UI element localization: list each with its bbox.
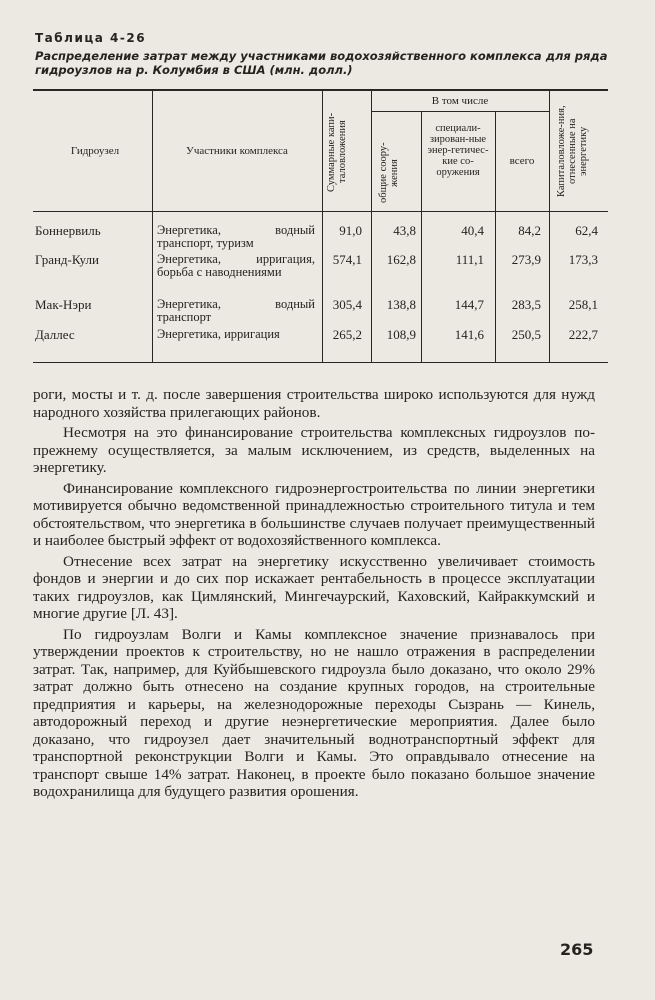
row-total: 305,4 xyxy=(332,297,362,312)
row-station: Боннервиль xyxy=(35,223,101,238)
row-energy: 222,7 xyxy=(568,327,598,342)
row-all: 250,5 xyxy=(511,327,541,342)
table-header-rule xyxy=(33,211,608,212)
table-number: Таблица 4-26 xyxy=(35,31,147,45)
row-energy: 258,1 xyxy=(568,297,598,312)
row-all: 84,2 xyxy=(518,223,541,238)
header-specialized: специали-зирован-ные энер-гетичес-кие со-оружения xyxy=(427,123,489,178)
row-specialized: 111,1 xyxy=(455,252,484,267)
row-specialized: 144,7 xyxy=(454,297,484,312)
row-participants: Энергетика, ирригация, борьба с наводнениями xyxy=(157,252,315,279)
header-all: всего xyxy=(509,155,535,167)
paragraph: Несмотря на это финансирование строительства комплексных гидроузлов по-прежнему осуществляется, за малым исключением, из средств, выделенных на энергетику. xyxy=(33,424,595,476)
row-specialized: 40,4 xyxy=(461,223,484,238)
table-bottom-rule xyxy=(33,362,608,363)
row-common: 43,8 xyxy=(393,223,416,238)
row-energy: 62,4 xyxy=(575,223,598,238)
table-top-rule xyxy=(33,89,608,91)
header-station: Гидроузел xyxy=(70,145,120,157)
row-energy: 173,3 xyxy=(568,252,598,267)
col-divider xyxy=(495,111,496,362)
row-station: Даллес xyxy=(35,327,75,342)
in-that-number-rule xyxy=(371,111,549,112)
table-caption: Распределение затрат между участниками водохозяйственного комплекса для ряда гидроузлов на р. Колумбия в США (млн. долл.) xyxy=(35,49,608,77)
row-common: 108,9 xyxy=(386,327,416,342)
header-common: общие соору-жения xyxy=(378,142,400,204)
row-participants: Энергетика, водный транспорт, туризм xyxy=(157,223,315,250)
row-common: 138,8 xyxy=(386,297,416,312)
page-number: 265 xyxy=(560,940,594,959)
header-energy: Капиталовложе-ния, отнесенные на энергетику xyxy=(556,105,589,197)
paragraph: Финансирование комплексного гидроэнергостроительства по линии энергетики мотивируется обычно ведомственной принадлежностью строительного титула и тем обстоятельством, что энергетика в большинстве случаев получает преимущественный и наиболее быстрый эффект от водохозяйственного комплекса. xyxy=(33,479,595,549)
row-all: 283,5 xyxy=(511,297,541,312)
paragraph: По гидроузлам Волги и Камы комплексное значение признавалось при утверждении проектов к строительству, но не нашло отражения в распределении затрат. Так, например, для Куйбышевского гидроузла было доказано, что около 29% затрат должно быть отнесено на создание крупных городов, на строительные предприятия и карьеры, на железнодорожные переходы Сызрань — Кинель, автодорожный переход и другие неэнергетические мероприятия. Далее было доказано, что гидроузел дает значительный воднотранспортный эффект для транспортной реконструкции Волги и Камы. Это оправдывало отнесение на транспорт свыше 14% затрат. Наконец, в проекте было показано большое значение водохранилища для будущего развития орошения. xyxy=(33,625,595,800)
col-divider xyxy=(549,91,550,362)
row-all: 273,9 xyxy=(511,252,541,267)
row-total: 91,0 xyxy=(339,223,362,238)
row-total: 265,2 xyxy=(332,327,362,342)
body-text xyxy=(33,386,595,801)
header-in-that-number: В том числе xyxy=(431,95,489,107)
paragraph: роги, мосты и т. д. после завершения строительства широко используются для нужд народного хозяйства прилегающих районов. xyxy=(33,386,595,421)
row-common: 162,8 xyxy=(386,252,416,267)
col-divider xyxy=(152,91,153,362)
paragraph: Отнесение всех затрат на энергетику искусственно увеличивает стоимость фондов и энергии и до сих пор искажает рентабельность в процессе эксплуатации таких гидроузлов, как Цимлянский, Мингечаурский, Каховский, Кайраккумский и многие другие [Л. 43]. xyxy=(33,552,595,622)
row-participants: Энергетика, ирригация xyxy=(157,327,280,341)
row-station: Гранд-Кули xyxy=(35,252,99,267)
row-specialized: 141,6 xyxy=(454,327,484,342)
header-participants: Участники комплекса xyxy=(186,145,288,157)
row-total: 574,1 xyxy=(332,252,362,267)
header-total: Суммарные капи-таловложения xyxy=(326,112,348,192)
row-participants: Энергетика, водный транспорт xyxy=(157,297,315,324)
row-station: Мак-Нэри xyxy=(35,297,92,312)
col-divider xyxy=(421,111,422,362)
